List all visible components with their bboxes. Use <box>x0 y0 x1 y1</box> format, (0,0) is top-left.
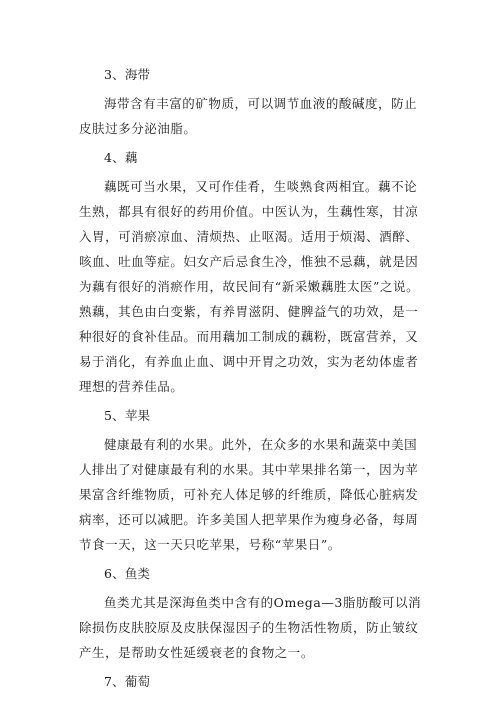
text-line: 除损伤皮肤胶原及皮肤保湿因子的生物活性物质，防止皱纹 <box>79 620 419 635</box>
text-line: 节食一天，这一天只吃苹果，号称“苹果日”。 <box>79 537 341 552</box>
text-line: 为藕有很好的消瘀作用，故民间有“新采嫩藕胜太医”之说。 <box>79 279 420 294</box>
text-line: 易于消化，有养血止血、调中开胃之功效，实为老幼体虚者 <box>79 354 419 369</box>
text-line: 咳血、吐血等症。妇女产后忌食生冷，惟独不忌藕，就是因 <box>79 254 419 269</box>
section-heading-lotus-root: 4、藕 <box>104 150 138 165</box>
text-line: 病率，还可以减肥。许多美国人把苹果作为瘦身必备，每周 <box>79 512 419 527</box>
text-line: 皮肤过多分泌油脂。 <box>79 121 197 136</box>
section-paragraph-lotus-root <box>79 174 434 399</box>
text-line: 熟藕，其色由白变紫，有养胃滋阴、健脾益气的功效，是一 <box>79 304 419 319</box>
section-heading-grape: 7、葡萄 <box>104 674 151 689</box>
text-line: 人排出了对健康最有利的水果。其中苹果排名第一，因为苹 <box>79 462 419 477</box>
text-line: 生熟，都具有很好的药用价值。中医认为，生藕性寒，甘凉 <box>79 204 419 219</box>
text-line: 鱼类尤其是深海鱼类中含有的Omega—3脂肪酸可以消 <box>104 595 422 610</box>
text-line: 入胃，可消瘀凉血、清烦热、止呕渴。适用于烦渴、酒醉、 <box>79 229 419 244</box>
section-paragraph-apple <box>79 432 434 557</box>
text-line: 果富含纤维物质，可补充人体足够的纤维质，降低心脏病发 <box>79 487 419 502</box>
text-line: 理想的营养佳品。 <box>79 379 184 394</box>
text-line: 海带含有丰富的矿物质，可以调节血液的酸碱度，防止 <box>104 96 418 111</box>
text-line: 种很好的食补佳品。而用藕加工制成的藕粉，既富营养，又 <box>79 329 419 344</box>
text-line: 健康最有利的水果。此外，在众多的水果和蔬菜中美国 <box>104 437 418 452</box>
section-heading-apple: 5、苹果 <box>104 408 151 423</box>
section-heading-seaweed: 3、海带 <box>104 67 151 82</box>
section-paragraph-seaweed <box>79 91 434 141</box>
text-line: 产生，是帮助女性延缓衰老的食物之一。 <box>79 645 314 660</box>
section-heading-fish: 6、鱼类 <box>104 566 151 581</box>
document-body <box>79 62 434 698</box>
text-line: 藕既可当水果，又可作佳肴，生啖熟食两相宜。藕不论 <box>104 179 418 194</box>
section-paragraph-fish <box>79 590 434 665</box>
